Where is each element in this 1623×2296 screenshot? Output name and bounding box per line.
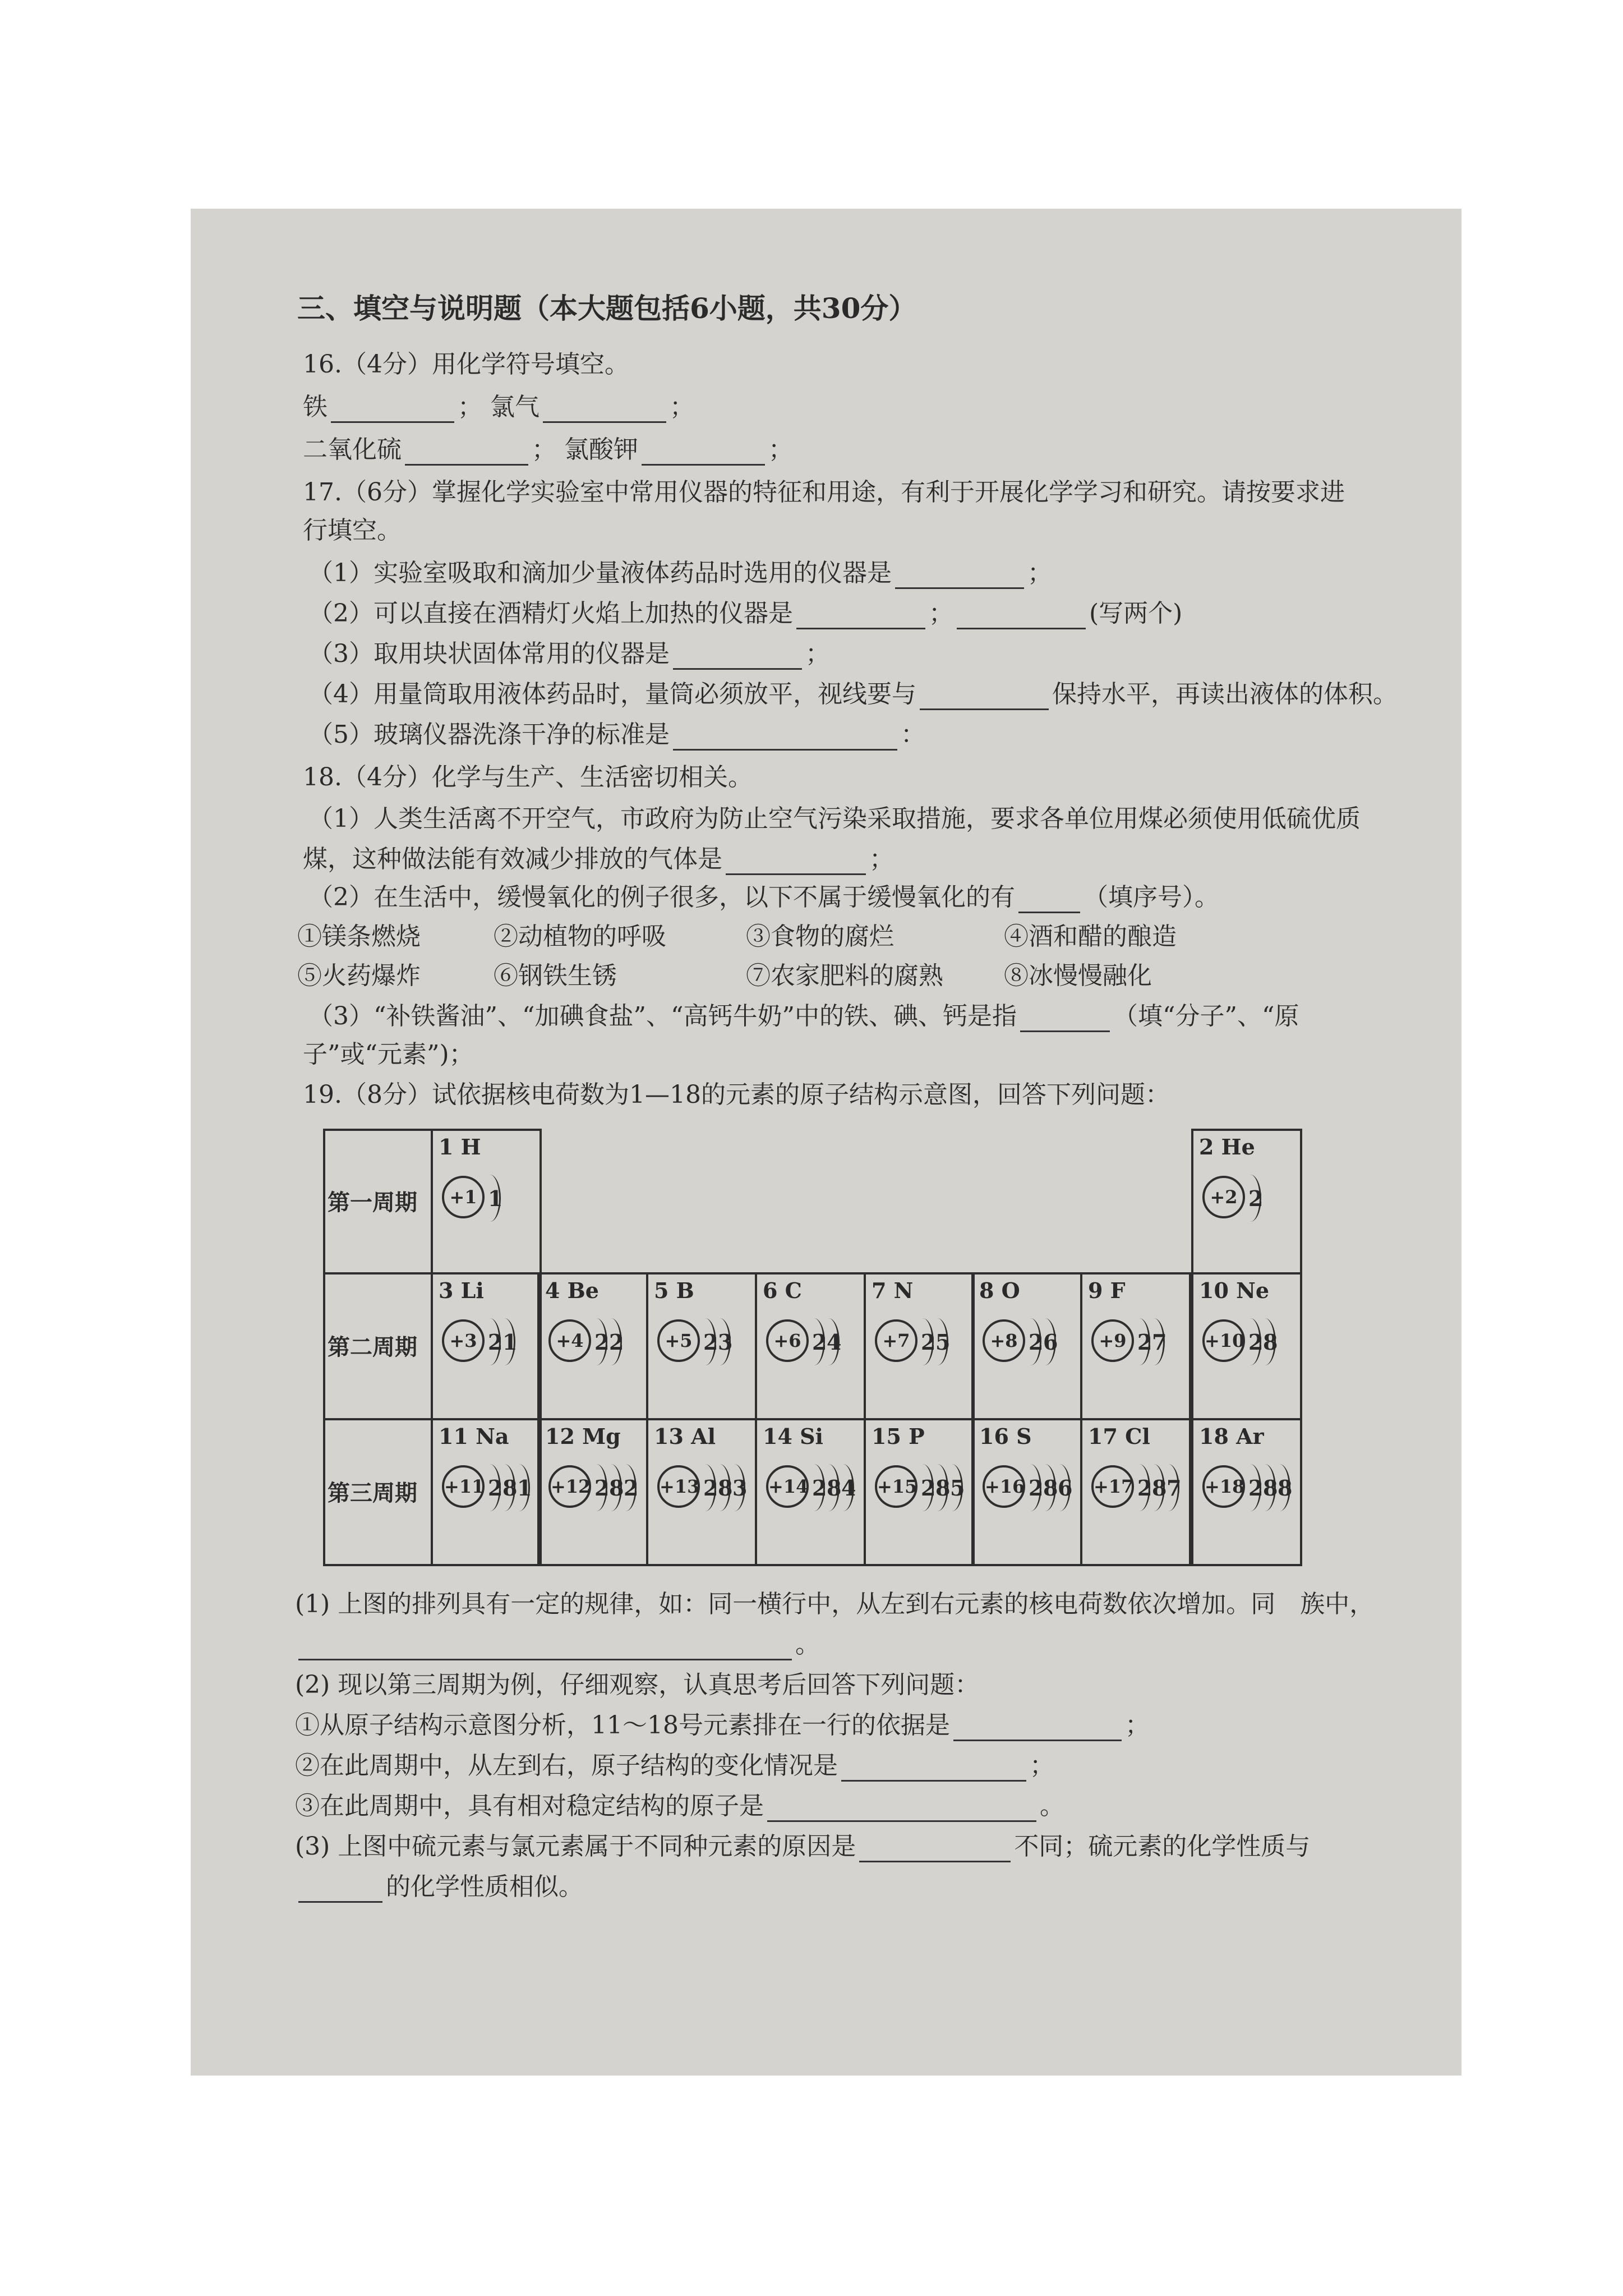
element-cell [755, 1272, 866, 1420]
shell-electron-count: 8 [1263, 1329, 1278, 1355]
element-cell [1191, 1272, 1302, 1420]
shell-electron-count: 2 [624, 1475, 639, 1501]
electron-shells [485, 1460, 535, 1516]
q18-option-6: ⑥钢铁生锈 [494, 961, 617, 990]
element-cell [864, 1418, 975, 1566]
shell-electron-count: 5 [935, 1329, 951, 1355]
period-label-cell-1 [323, 1129, 433, 1274]
q18-part1b: 煤，这种做法能有效减少排放的气体是 ； [303, 844, 894, 875]
element-cell [971, 1272, 1082, 1420]
q17-part1: （1）实验室吸取和滴加少量液体药品时选用的仪器是 ； [308, 558, 1052, 589]
element-cell [864, 1272, 975, 1420]
element-symbol: 8 O [979, 1278, 1020, 1303]
nucleus-charge: +16 [983, 1465, 1025, 1508]
element-cell [755, 1418, 866, 1566]
q17-part4: （4）用量筒取用液体药品时，量筒必须放平，视线要与 保持水平，再读出液体的体积。 [308, 679, 1398, 710]
q16-stem: 16.（4分）用化学符号填空。 [303, 350, 629, 379]
electron-shells [917, 1314, 968, 1370]
shell-electron-count: 6 [1043, 1329, 1058, 1355]
q18-p2-blank[interactable] [1018, 887, 1080, 913]
period-label: 第一周期 [328, 1189, 417, 1216]
q18-option-5: ⑤火药爆炸 [297, 961, 421, 990]
shell-electron-count: 2 [812, 1475, 827, 1501]
q17-p5-blank[interactable] [673, 724, 897, 751]
shell-electron-count: 5 [950, 1475, 965, 1501]
q17-part5: （5）玻璃仪器洗涤干净的标准是 ： [308, 719, 925, 751]
element-cell [1191, 1418, 1302, 1566]
element-cell [431, 1418, 542, 1566]
periodic-table-diagram [323, 1129, 1306, 1566]
q17-p2-blank-b[interactable] [957, 603, 1086, 629]
shell-electron-count: 2 [488, 1475, 503, 1501]
q18-part3: （3）“补铁酱油”、“加碘食盐”、“高钙牛奶”中的铁、碘、钙是指 （填“分子”、“原 [308, 1001, 1299, 1032]
element-symbol: 1 H [439, 1134, 481, 1159]
q19-p3-blank-b[interactable] [298, 1876, 382, 1903]
period-label-cell-2 [323, 1272, 433, 1420]
electron-shells [700, 1460, 750, 1516]
q16-cl2-label: 氯气 [490, 393, 540, 421]
q19-part1: (1) 上图的排列具有一定的规律，如：同一横行中，从左到右元素的核电荷数依次增加。同 族中， [295, 1590, 1375, 1618]
q18-option-7: ⑦农家肥料的腐熟 [746, 961, 943, 990]
element-cell [1080, 1272, 1191, 1420]
element-cell [646, 1418, 757, 1566]
electron-shells [1134, 1460, 1184, 1516]
shell-electron-count: 8 [1263, 1475, 1278, 1501]
q18-part1a: （1）人类生活离不开空气，市政府为防止空气污染采取措施，要求各单位用煤必须使用低硫优质 [308, 804, 1361, 833]
electron-shells [809, 1314, 859, 1370]
element-cell [431, 1129, 542, 1274]
shell-electron-count: 4 [827, 1329, 842, 1355]
shell-electron-count: 8 [935, 1475, 951, 1501]
shell-electron-count: 2 [1029, 1475, 1044, 1501]
q16-so2-blank[interactable] [405, 439, 528, 466]
shell-electron-count: 2 [703, 1475, 718, 1501]
q19-part1-answer: 。 [295, 1629, 820, 1660]
nucleus-charge: +12 [548, 1465, 591, 1508]
shell-electron-count: 2 [812, 1329, 827, 1355]
nucleus-charge: +17 [1091, 1465, 1134, 1508]
shell-electron-count: 2 [1137, 1475, 1152, 1501]
electron-shells [1134, 1314, 1184, 1370]
nucleus-charge: +7 [875, 1319, 917, 1362]
electron-shells [591, 1460, 642, 1516]
electron-shells [809, 1460, 859, 1516]
electron-shells [485, 1170, 535, 1226]
nucleus-charge: +6 [766, 1319, 809, 1362]
element-symbol: 6 C [763, 1278, 802, 1303]
electron-shells [1025, 1460, 1076, 1516]
element-cell [1191, 1129, 1302, 1274]
shell-electron-count: 4 [841, 1475, 856, 1501]
nucleus-charge: +8 [983, 1319, 1025, 1362]
q19-part3-end: 的化学性质相似。 [295, 1871, 583, 1903]
element-symbol: 11 Na [439, 1424, 509, 1449]
element-cell [971, 1418, 1082, 1566]
nucleus-charge: +2 [1202, 1176, 1245, 1218]
q18-p3-blank[interactable] [1020, 1006, 1110, 1032]
q19-part3: (3) 上图中硫元素与氯元素属于不同种元素的原因是 不同；硫元素的化学性质与 [295, 1831, 1310, 1862]
q18-option-2: ②动植物的呼吸 [494, 922, 666, 951]
electron-shells [917, 1460, 968, 1516]
q19-p1-blank[interactable] [298, 1634, 792, 1660]
q16-fe-label: 铁 [303, 393, 328, 421]
shell-electron-count: 8 [827, 1475, 842, 1501]
q17-stem-2: 行填空。 [303, 516, 402, 545]
element-cell [646, 1272, 757, 1420]
nucleus-charge: +1 [442, 1176, 485, 1218]
nucleus-charge: +15 [875, 1465, 917, 1508]
q17-p3-blank[interactable] [673, 643, 802, 670]
shell-electron-count: 2 [609, 1329, 624, 1355]
q17-part2: （2）可以直接在酒精灯火焰上加热的仪器是 ； (写两个) [308, 598, 1182, 629]
q16-row2: 二氧化硫 ； 氯酸钾 ； [303, 434, 793, 466]
shell-electron-count: 2 [594, 1475, 610, 1501]
nucleus-charge: +4 [548, 1319, 591, 1362]
q19-part2: (2) 现以第三周期为例，仔细观察，认真思考后回答下列问题： [295, 1671, 980, 1699]
element-symbol: 10 Ne [1199, 1278, 1270, 1303]
shell-electron-count: 7 [1166, 1475, 1182, 1501]
electron-shells [1245, 1460, 1295, 1516]
shell-electron-count: 1 [502, 1329, 518, 1355]
q19-p3-blank-a[interactable] [859, 1836, 1011, 1862]
q18-option-4: ④酒和醋的酿造 [1004, 922, 1177, 951]
shell-electron-count: 2 [1137, 1329, 1152, 1355]
period-label-cell-3 [323, 1418, 433, 1566]
q17-p2-blank-a[interactable] [796, 603, 925, 629]
element-symbol: 17 Cl [1088, 1424, 1150, 1449]
element-cell [537, 1272, 648, 1420]
element-symbol: 2 He [1199, 1134, 1255, 1159]
q18-part3c: 子”或“元素”)； [303, 1040, 474, 1069]
q18-stem: 18.（4分）化学与生产、生活密切相关。 [303, 763, 753, 792]
element-symbol: 16 S [979, 1424, 1032, 1449]
element-symbol: 5 B [654, 1278, 694, 1303]
shell-electron-count: 8 [1278, 1475, 1293, 1501]
nucleus-charge: +10 [1202, 1319, 1245, 1362]
period-label: 第二周期 [328, 1334, 417, 1360]
electron-shells [485, 1314, 535, 1370]
nucleus-charge: +5 [657, 1319, 700, 1362]
shell-electron-count: 2 [1248, 1329, 1264, 1355]
element-symbol: 9 F [1088, 1278, 1126, 1303]
shell-electron-count: 2 [1029, 1329, 1044, 1355]
shell-electron-count: 8 [718, 1475, 733, 1501]
shell-electron-count: 2 [594, 1329, 610, 1355]
q16-so2-label: 二氧化硫 [303, 435, 402, 464]
shell-electron-count: 2 [488, 1329, 503, 1355]
q18-option-1: ①镁条燃烧 [297, 922, 421, 951]
shell-electron-count: 8 [609, 1475, 624, 1501]
element-symbol: 3 Li [439, 1278, 484, 1303]
q16-kclo3-label: 氯酸钾 [564, 435, 638, 464]
q18-option-8: ⑧冰慢慢融化 [1004, 961, 1152, 990]
element-symbol: 15 P [872, 1424, 925, 1449]
q18-option-3: ③食物的腐烂 [746, 922, 894, 951]
nucleus-charge: +3 [442, 1319, 485, 1362]
q16-kclo3-blank[interactable] [642, 439, 765, 466]
q16-cl2-blank[interactable] [543, 397, 666, 423]
electron-shells [700, 1314, 750, 1370]
q18-part2: （2）在生活中，缓慢氧化的例子很多，以下不属于缓慢氧化的有 （填序号）。 [308, 882, 1219, 913]
scanned-exam-page [191, 209, 1461, 2076]
nucleus-charge: +14 [766, 1465, 809, 1508]
shell-electron-count: 2 [703, 1329, 718, 1355]
section-title: 三、填空与说明题（本大题包括6小题，共30分） [297, 292, 917, 325]
element-cell [537, 1418, 648, 1566]
q17-p4-blank[interactable] [920, 684, 1049, 710]
shell-electron-count: 1 [488, 1186, 503, 1211]
period-label: 第三周期 [328, 1480, 417, 1506]
element-symbol: 14 Si [763, 1424, 823, 1449]
q18-p1-blank[interactable] [726, 849, 866, 875]
nucleus-charge: +9 [1091, 1319, 1134, 1362]
shell-electron-count: 2 [1248, 1475, 1264, 1501]
shell-electron-count: 8 [1152, 1475, 1167, 1501]
q19-p2-2-blank[interactable] [841, 1755, 1026, 1782]
shell-electron-count: 2 [921, 1475, 936, 1501]
shell-electron-count: 1 [517, 1475, 532, 1501]
element-symbol: 18 Ar [1199, 1424, 1264, 1449]
q19-stem: 19.（8分）试依据核电荷数为1—18的元素的原子结构示意图，回答下列问题： [303, 1080, 1170, 1109]
element-cell [431, 1272, 542, 1420]
q17-p1-blank[interactable] [895, 563, 1024, 589]
q17-stem-1: 17.（6分）掌握化学实验室中常用仪器的特征和用途，有利于开展化学学习和研究。请按要求进 [303, 478, 1345, 507]
q19-p2-3-blank[interactable] [767, 1796, 1036, 1822]
shell-electron-count: 6 [1058, 1475, 1073, 1501]
q19-p2-1-blank[interactable] [953, 1715, 1122, 1741]
element-symbol: 12 Mg [545, 1424, 621, 1449]
nucleus-charge: +18 [1202, 1465, 1245, 1508]
q19-part2-3: ③在此周期中，具有相对稳定结构的原子是 。 [295, 1791, 1064, 1822]
electron-shells [1245, 1170, 1295, 1226]
element-cell [1080, 1418, 1191, 1566]
shell-electron-count: 8 [1043, 1475, 1058, 1501]
element-symbol: 4 Be [545, 1278, 599, 1303]
q19-part2-1: ①从原子结构示意图分析，11～18号元素排在一行的依据是 ； [295, 1710, 1150, 1741]
electron-shells [591, 1314, 642, 1370]
shell-electron-count: 2 [1248, 1186, 1264, 1211]
shell-electron-count: 7 [1152, 1329, 1167, 1355]
shell-electron-count: 3 [732, 1475, 748, 1501]
electron-shells [1025, 1314, 1076, 1370]
shell-electron-count: 8 [502, 1475, 518, 1501]
q16-row1: 铁 ； 氯气 ； [303, 392, 694, 423]
element-symbol: 13 Al [654, 1424, 716, 1449]
nucleus-charge: +13 [657, 1465, 700, 1508]
shell-electron-count: 2 [921, 1329, 936, 1355]
q16-fe-blank[interactable] [331, 397, 454, 423]
element-symbol: 7 N [872, 1278, 914, 1303]
shell-electron-count: 3 [718, 1329, 733, 1355]
q19-part2-2: ②在此周期中，从左到右，原子结构的变化情况是 ； [295, 1750, 1054, 1782]
q17-part3: （3）取用块状固体常用的仪器是 ； [308, 638, 830, 670]
nucleus-charge: +11 [442, 1465, 485, 1508]
electron-shells [1245, 1314, 1295, 1370]
